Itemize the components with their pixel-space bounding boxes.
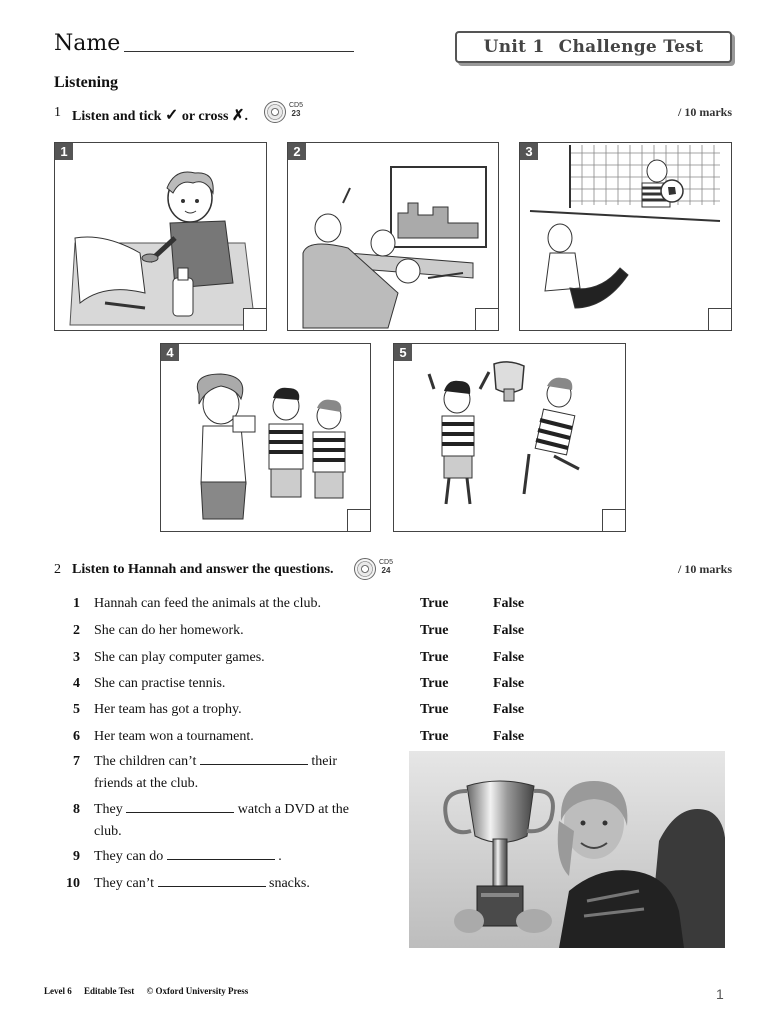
fill-in-item: [60, 846, 370, 870]
trophy-photo-illustration: [409, 751, 725, 948]
unit-title-box: [455, 31, 732, 63]
page-number: 1: [716, 986, 724, 1002]
item-text-after: .: [278, 849, 282, 864]
picture-3: [519, 142, 732, 331]
answer-box-3[interactable]: [708, 308, 732, 331]
answer-blank[interactable]: [126, 800, 234, 813]
test-title: Challenge Test: [558, 37, 704, 57]
item-number: 1: [73, 596, 80, 611]
item-number: 8: [73, 802, 80, 817]
item-number: 3: [73, 650, 80, 665]
item-text: Her team won a tournament.: [94, 729, 254, 744]
item-text-before: They: [94, 802, 123, 817]
question-2-instruction: Listen to Hannah and answer the questions.: [72, 562, 334, 577]
question-number: 2: [54, 562, 61, 577]
footer-copyright: © Oxford University Press: [146, 986, 249, 996]
name-label: Name: [54, 31, 121, 56]
instruction-text: Listen and tick: [72, 109, 162, 124]
item-number: 2: [73, 623, 80, 638]
instruction-text: or cross: [181, 109, 229, 124]
answer-blank[interactable]: [167, 847, 275, 860]
true-option[interactable]: True: [420, 729, 449, 744]
false-option[interactable]: False: [493, 729, 525, 744]
picture-number: 4: [161, 344, 179, 361]
item-number: 7: [73, 754, 80, 769]
tick-icon: ✓: [164, 107, 179, 124]
false-option[interactable]: False: [493, 623, 525, 638]
cd-label: CD5: [379, 559, 394, 566]
woman-filming-boys-icon: [161, 344, 371, 532]
instruction-text: .: [244, 109, 248, 124]
true-option[interactable]: True: [420, 596, 449, 611]
true-option[interactable]: True: [420, 623, 449, 638]
item-text-before: They can do: [94, 849, 164, 864]
false-option[interactable]: False: [493, 596, 525, 611]
fill-in-item: [60, 799, 370, 845]
cd-track: 24: [381, 566, 391, 575]
boy-cutting-paper-with-glue-icon: [55, 143, 267, 331]
picture-number: 2: [288, 143, 306, 160]
picture-1: [54, 142, 267, 331]
true-option[interactable]: True: [420, 702, 449, 717]
section-title: Listening: [54, 74, 119, 91]
answer-blank[interactable]: [200, 752, 308, 765]
picture-number: 1: [55, 143, 73, 160]
item-text: She can practise tennis.: [94, 676, 226, 691]
marks-label: / 10 marks: [678, 562, 732, 576]
false-option[interactable]: False: [493, 650, 525, 665]
cd-track: 23: [291, 109, 301, 118]
answer-box-1[interactable]: [243, 308, 267, 331]
girl-holding-trophy-photo: [409, 751, 725, 948]
item-number: 6: [73, 729, 80, 744]
item-text-after: watch a DVD at the club.: [94, 802, 349, 839]
item-text: She can play computer games.: [94, 650, 265, 665]
item-text-after: their friends at the club.: [94, 754, 338, 791]
question-number: 1: [54, 105, 61, 120]
false-option[interactable]: False: [493, 676, 525, 691]
question-1-instruction: [72, 105, 248, 125]
item-number: 10: [66, 876, 80, 891]
boys-celebrating-trophy-icon: [394, 344, 626, 532]
item-text: Her team has got a trophy.: [94, 702, 242, 717]
question-1-header: [54, 102, 732, 127]
item-text-after: snacks.: [269, 876, 310, 891]
answer-box-4[interactable]: [347, 509, 371, 532]
picture-number: 3: [520, 143, 538, 160]
cd-icon: [264, 101, 308, 125]
fill-in-item: [60, 873, 370, 897]
children-playing-computer-game-icon: [288, 143, 499, 331]
false-option[interactable]: False: [493, 702, 525, 717]
item-text-before: The children can’t: [94, 754, 197, 769]
marks-label: / 10 marks: [678, 105, 732, 119]
name-input-line[interactable]: [124, 51, 354, 52]
true-option[interactable]: True: [420, 650, 449, 665]
true-option[interactable]: True: [420, 676, 449, 691]
answer-blank[interactable]: [158, 874, 266, 887]
girl-playing-football-goal-icon: [520, 143, 732, 331]
cross-icon: ✗: [231, 108, 245, 124]
footer-edition: Editable Test: [84, 986, 135, 996]
footer-level: Level 6: [44, 986, 72, 996]
question-2-header: [54, 559, 732, 584]
picture-5: [393, 343, 626, 532]
picture-number: 5: [394, 344, 412, 361]
item-text-before: They can’t: [94, 876, 154, 891]
picture-4: [160, 343, 371, 532]
unit-label: Unit 1: [483, 37, 545, 57]
item-number: 4: [73, 676, 80, 691]
item-text: She can do her homework.: [94, 623, 244, 638]
item-text: Hannah can feed the animals at the club.: [94, 596, 322, 611]
footer: [44, 986, 258, 996]
cd-label: CD5: [289, 102, 304, 109]
picture-2: [287, 142, 499, 331]
item-number: 5: [73, 702, 80, 717]
answer-box-2[interactable]: [475, 308, 499, 331]
fill-in-item: [60, 751, 370, 797]
answer-box-5[interactable]: [602, 509, 626, 532]
item-number: 9: [73, 849, 80, 864]
cd-icon: [354, 558, 398, 582]
